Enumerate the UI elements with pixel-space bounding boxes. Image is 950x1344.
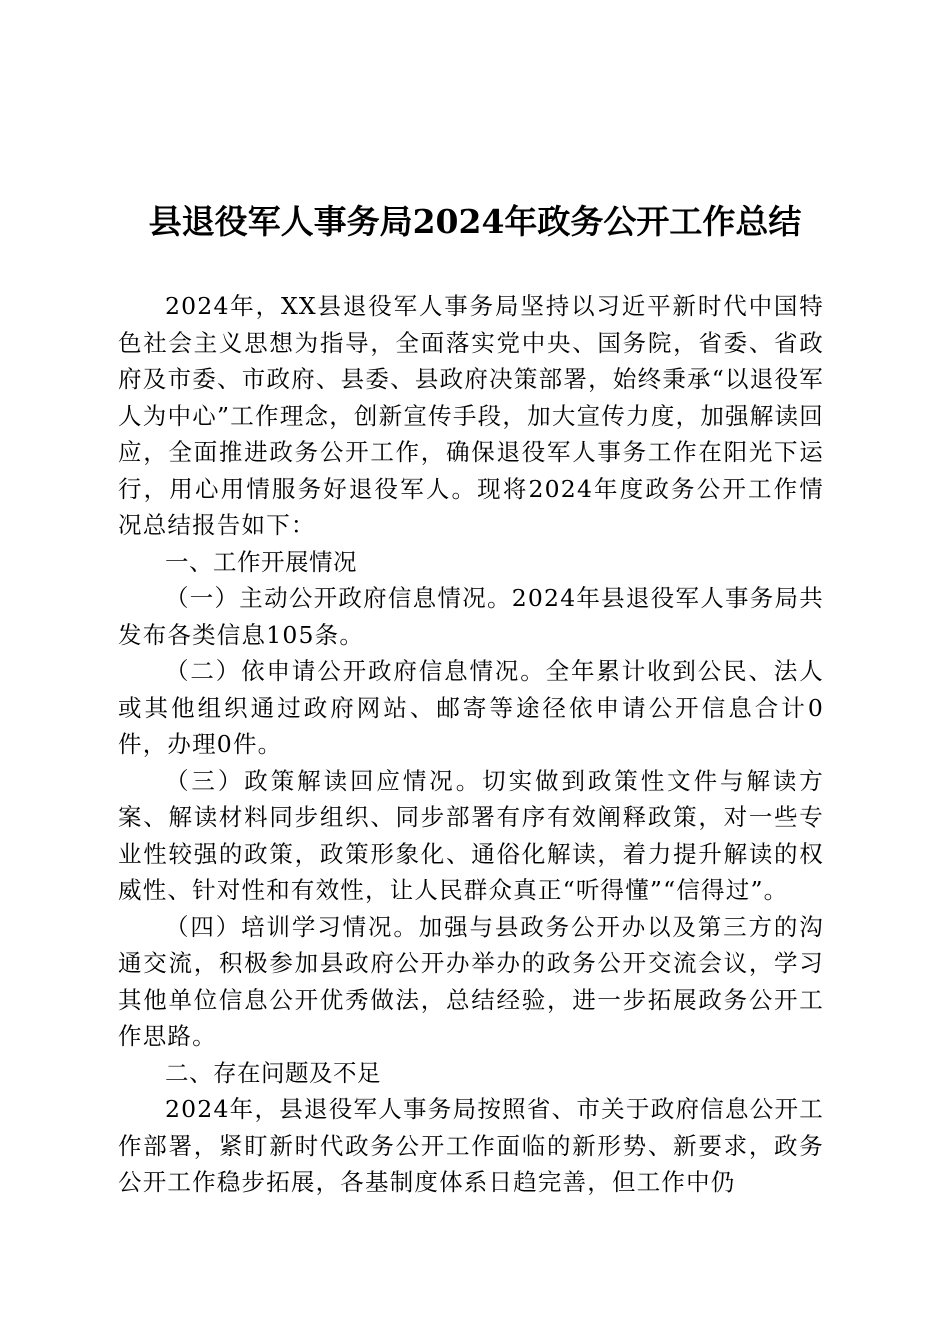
problems-paragraph: 2024年，县退役军人事务局按照省、市关于政府信息公开工作部署，紧盯新时代政务公开工作面临的新形势、新要求，政务公开工作稳步拓展，各基制度体系日趋完善，但工作中仍	[118, 1095, 824, 1196]
item-text: 2024年县退役军人事务局共发布各类信息105条。	[118, 584, 824, 649]
intro-paragraph: 2024年，XX县退役军人事务局坚持以习近平新时代中国特色社会主义思想为指导，全面落实党中央、国务院，省委、省政府及市委、市政府、县委、县政府决策部署，始终秉承“以退役军人为中心”工作理念，创新宣传手段，加大宣传力度，加强解读回应，全面推进政务公开工作，确保退役军人事务工作在阳光下运行，用心用情服务好退役军人。现将2024年度政务公开工作情况总结报告如下：	[118, 292, 824, 539]
item-lead: （二）依申请公开政府信息情况。	[165, 657, 546, 685]
item-paragraph-proactive-disclosure	[118, 580, 824, 653]
item-text: 切实做到政策性文件与解读方案、解读材料同步组织、同步部署有序有效阐释政策，对一些专业性较强的政策，政策形象化、通俗化解读，着力提升解读的权威性、针对性和有效性，让人民群众真正“听得懂”“信得过”。	[118, 766, 824, 904]
item-lead: （一）主动公开政府信息情况。	[165, 584, 512, 612]
section-heading-problems: 二、存在问题及不足	[165, 1058, 381, 1087]
item-lead: （三）政策解读回应情况。	[165, 766, 483, 795]
section-heading-work-progress: 一、工作开展情况	[165, 547, 357, 576]
document-title: 县退役军人事务局2024年政务公开工作总结	[148, 202, 802, 241]
item-paragraph-training	[118, 909, 824, 1055]
document-body	[118, 288, 824, 1201]
item-paragraph-policy-interpretation	[118, 763, 824, 909]
item-paragraph-application-disclosure	[118, 653, 824, 763]
item-lead: （四）培训学习情况。	[165, 912, 419, 941]
item-text: 全年累计收到公民、法人或其他组织通过政府网站、邮寄等途径依申请公开信息合计0件，办理0件。	[118, 657, 824, 758]
item-text: 加强与县政务公开办以及第三方的沟通交流，积极参加县政府公开办举办的政务公开交流会议，学习其他单位信息公开优秀做法，总结经验，进一步拓展政务公开工作思路。	[118, 912, 824, 1050]
